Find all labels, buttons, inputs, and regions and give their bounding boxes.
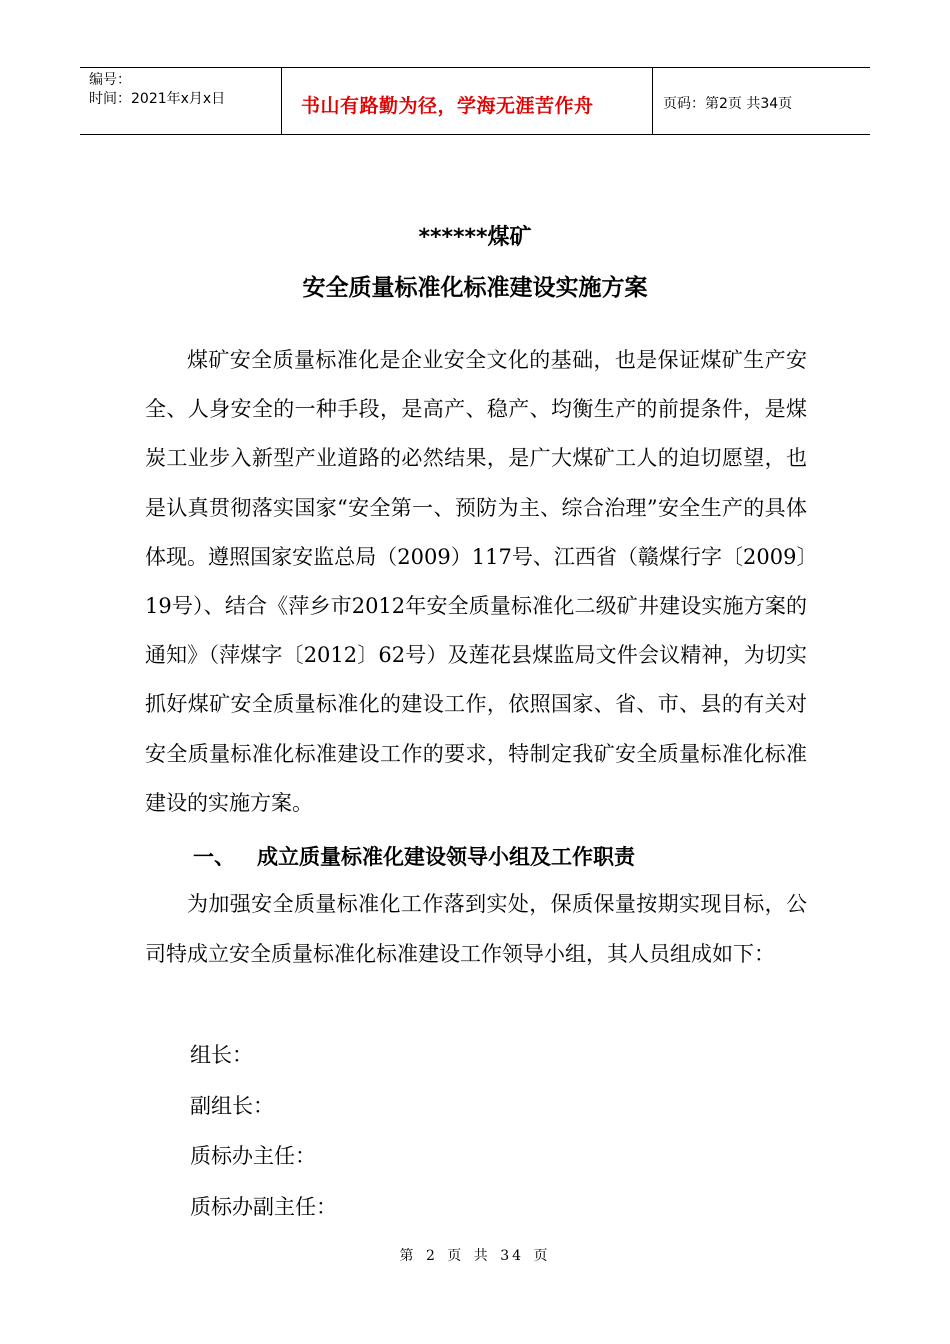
section-heading-text: 成立质量标准化建设领导小组及工作职责: [257, 845, 635, 869]
section1-paragraph: 为加强安全质量标准化工作落到实处，保质保量按期实现目标，公司特成立安全质量标准化标准建设工作领导小组，其人员组成如下：: [145, 892, 807, 966]
member-office-deputy-director: 质标办副主任：: [190, 1194, 337, 1219]
document-title-line2: 安全质量标准化标准建设实施方案: [302, 275, 648, 301]
header-meta-cell: [80, 68, 281, 134]
intro-paragraph: 煤矿安全质量标准化是企业安全文化的基础，也是保证煤矿生产安全、人身安全的一种手段，是高产、稳产、均衡生产的前提条件，是煤炭工业步入新型产业道路的必然结果，是广大煤矿工人的迫切愿望，也是认真贯彻落实国家“安全第一、预防为主、综合治理”安全生产的具体体现。遵照国家安监总局（2009）117号、江西省（赣煤行字〔2009〕19号）、结合《萍乡市2012年安全质量标准化二级矿井建设实施方案的通知》（萍煤字〔2012〕62号）及莲花县煤监局文件会议精神，为切实抓好煤矿安全质量标准化的建设工作，依照国家、省、市、县的有关对安全质量标准化标准建设工作的要求，特制定我矿安全质量标准化标准建设的实施方案。: [145, 348, 807, 815]
member-deputy-leader: 副组长：: [190, 1093, 274, 1118]
header-motto: 书山有路勤为径，学海无涯苦作舟: [301, 94, 594, 117]
intro-section: [145, 336, 807, 828]
document-title-line1: ******煤矿: [418, 225, 532, 250]
header-table: [80, 67, 870, 135]
section-heading-1: [193, 841, 635, 871]
header-motto-cell: [281, 68, 653, 134]
document-time-label: 时间：2021年x月x日: [89, 91, 226, 107]
member-list: [190, 1030, 337, 1232]
member-leader: 组长：: [190, 1043, 253, 1067]
header-page-info: 页码：第2页 共34页: [663, 96, 793, 112]
page-footer: 第 2 页 共 34 页: [399, 1248, 551, 1264]
section1-body: [145, 880, 807, 979]
member-office-director: 质标办主任：: [190, 1144, 316, 1168]
document-number-label: 编号：: [89, 72, 131, 88]
header-page-cell: [653, 68, 870, 134]
section-number: 一、: [193, 845, 235, 869]
